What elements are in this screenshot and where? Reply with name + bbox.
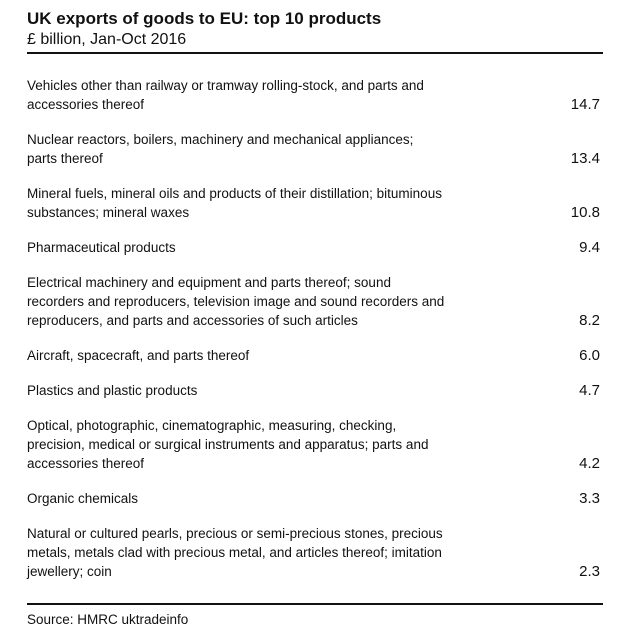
product-label: Natural or cultured pearls, precious or semi-precious stones, precious metals, metals clad with precious metal, and articles thereof; imitation jewellery; coin bbox=[27, 526, 443, 579]
product-label: Vehicles other than railway or tramway rolling-stock, and parts and accessories thereof bbox=[27, 78, 424, 112]
table-row bbox=[27, 346, 600, 365]
table-row bbox=[27, 184, 600, 222]
product-label: Plastics and plastic products bbox=[27, 383, 198, 398]
product-label: Electrical machinery and equipment and parts thereof; sound recorders and reproducers, television image and sound recorders and reproducers, and parts and accessories of such articles bbox=[27, 275, 445, 328]
bottom-rule bbox=[27, 603, 603, 605]
product-label: Pharmaceutical products bbox=[27, 240, 176, 255]
export-value: 6.0 bbox=[579, 347, 600, 364]
source-note: Source: HMRC uktradeinfo bbox=[27, 612, 189, 627]
export-value: 3.3 bbox=[579, 490, 600, 507]
product-label: Mineral fuels, mineral oils and products of their distillation; bituminous substances; mineral waxes bbox=[27, 186, 442, 220]
table-row bbox=[27, 489, 600, 508]
product-label: Nuclear reactors, boilers, machinery and mechanical appliances; parts thereof bbox=[27, 132, 414, 166]
table-row bbox=[27, 381, 600, 400]
chart-title: UK exports of goods to EU: top 10 products bbox=[27, 9, 382, 28]
export-value: 2.3 bbox=[579, 563, 600, 580]
table-row bbox=[27, 416, 600, 473]
product-label: Organic chemicals bbox=[27, 491, 139, 506]
table-row bbox=[27, 238, 600, 257]
export-value: 8.2 bbox=[579, 312, 600, 329]
chart-subtitle: £ billion, Jan-Oct 2016 bbox=[27, 31, 187, 48]
product-label: Aircraft, spacecraft, and parts thereof bbox=[27, 348, 250, 363]
table-row bbox=[27, 130, 600, 168]
export-value: 13.4 bbox=[570, 150, 600, 167]
export-value: 9.4 bbox=[579, 239, 600, 256]
top-rule bbox=[27, 52, 603, 54]
product-label: Optical, photographic, cinematographic, measuring, checking, precision, medical or surgical instruments and apparatus; parts and accessories thereof bbox=[27, 418, 429, 471]
export-value: 4.2 bbox=[579, 455, 600, 472]
table-row bbox=[27, 273, 600, 330]
exports-table bbox=[27, 76, 600, 581]
export-value: 14.7 bbox=[570, 96, 600, 113]
table-row bbox=[27, 76, 600, 114]
table-row bbox=[27, 524, 600, 581]
chart-header bbox=[27, 8, 603, 50]
export-value: 4.7 bbox=[579, 382, 600, 399]
export-value: 10.8 bbox=[570, 204, 600, 221]
